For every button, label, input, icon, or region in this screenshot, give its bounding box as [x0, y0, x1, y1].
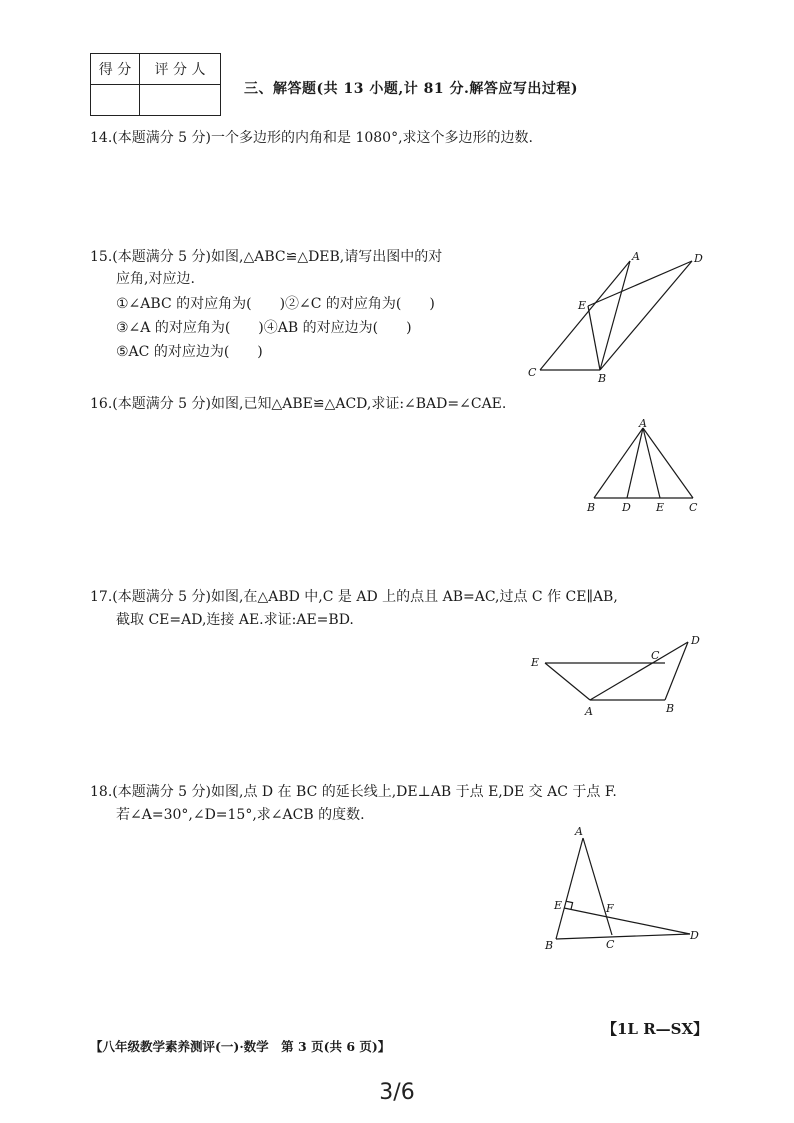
question-15-line4: ③∠A 的对应角为( )④AB 的对应边为( ) — [116, 320, 412, 336]
label-17-A: A — [585, 705, 593, 718]
label-16-D: D — [622, 501, 631, 514]
label-18-F: F — [606, 902, 614, 915]
page-indicator: 3/6 — [379, 1080, 415, 1105]
score-header: 得 分 — [91, 54, 140, 85]
label-16-A: A — [639, 417, 647, 430]
label-18-B: B — [545, 939, 554, 952]
question-15-line2: 应角,对应边. — [116, 271, 195, 287]
label-15-E: E — [578, 299, 587, 312]
score-table — [90, 53, 221, 116]
label-17-B: B — [666, 702, 675, 715]
label-16-C: C — [689, 501, 698, 514]
question-17-line1: 17.(本题满分 5 分)如图,在△ABD 中,C 是 AD 上的点且 AB=AC,过点 C 作 CE∥AB, — [90, 589, 618, 605]
question-15-line1: 15.(本题满分 5 分)如图,△ABC≌△DEB,请写出图中的对 — [90, 249, 443, 265]
section-title: 三、解答题(共 13 小题,计 81 分.解答应写出过程) — [244, 81, 578, 97]
question-14: 14.(本题满分 5 分)一个多边形的内角和是 1080°,求这个多边形的边数. — [90, 130, 533, 146]
label-18-D: D — [690, 929, 699, 942]
score-cell[interactable] — [91, 85, 140, 116]
grader-header: 评 分 人 — [140, 54, 221, 85]
label-18-E: E — [554, 899, 563, 912]
figure-17 — [525, 630, 710, 720]
question-15-line5: ⑤AC 的对应边为( ) — [116, 344, 263, 360]
question-18-line1: 18.(本题满分 5 分)如图,点 D 在 BC 的延长线上,DE⊥AB 于点 E,DE 交 AC 于点 F. — [90, 784, 617, 800]
question-15-line3: ①∠ABC 的对应角为( )②∠C 的对应角为( ) — [116, 296, 435, 312]
label-17-D: D — [691, 634, 700, 647]
label-17-E: E — [531, 656, 540, 669]
label-15-C: C — [528, 366, 537, 379]
paper-code: 【1L R—SX】 — [602, 1020, 709, 1038]
question-16: 16.(本题满分 5 分)如图,已知△ABE≌△ACD,求证:∠BAD=∠CAE. — [90, 396, 507, 412]
label-15-A: A — [632, 250, 640, 263]
figure-18 — [540, 820, 710, 960]
figure-15 — [520, 248, 710, 388]
label-15-D: D — [694, 252, 703, 265]
label-15-B: B — [598, 372, 607, 385]
figure-16 — [580, 415, 710, 520]
page-footer: 【八年级教学素养测评(一)·数学 第 3 页(共 6 页)】 — [90, 1039, 391, 1054]
label-16-B: B — [587, 501, 596, 514]
label-18-A: A — [575, 825, 583, 838]
grader-cell[interactable] — [140, 85, 221, 116]
label-17-C: C — [651, 649, 660, 662]
question-17-line2: 截取 CE=AD,连接 AE.求证:AE=BD. — [116, 612, 354, 628]
question-18-line2: 若∠A=30°,∠D=15°,求∠ACB 的度数. — [116, 807, 365, 823]
label-18-C: C — [606, 938, 615, 951]
label-16-E: E — [656, 501, 665, 514]
